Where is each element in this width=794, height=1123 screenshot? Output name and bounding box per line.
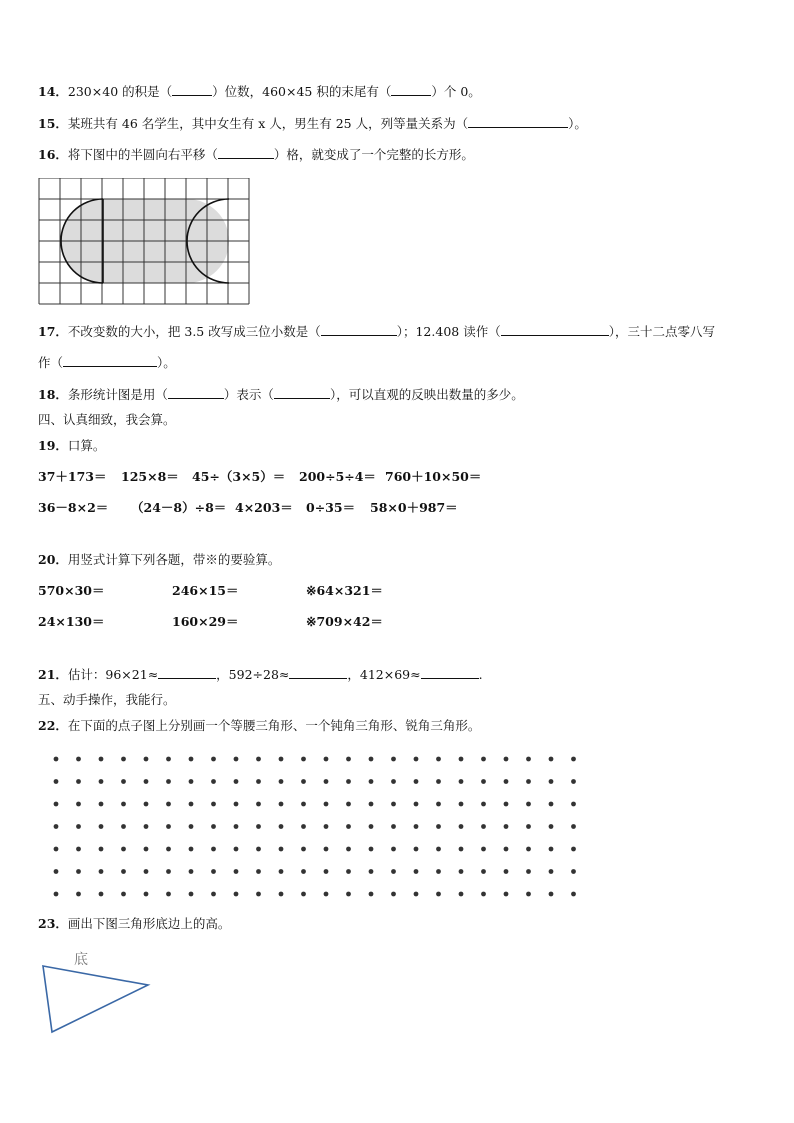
grid-dot[interactable] <box>301 757 306 762</box>
grid-dot[interactable] <box>549 802 554 807</box>
grid-dot[interactable] <box>99 824 104 829</box>
grid-dot[interactable] <box>481 757 486 762</box>
grid-dot[interactable] <box>504 869 509 874</box>
grid-dot[interactable] <box>99 779 104 784</box>
grid-dot[interactable] <box>481 802 486 807</box>
grid-dot[interactable] <box>571 802 576 807</box>
grid-dot[interactable] <box>279 757 284 762</box>
grid-dot[interactable] <box>144 869 149 874</box>
grid-dot[interactable] <box>121 802 126 807</box>
grid-dot[interactable] <box>301 824 306 829</box>
grid-dot[interactable] <box>121 892 126 897</box>
oral-calc-item: 125×8＝ <box>121 469 179 484</box>
base-label: 底 <box>74 952 88 968</box>
grid-dot[interactable] <box>436 892 441 897</box>
grid-dot[interactable] <box>504 779 509 784</box>
grid-dot[interactable] <box>166 869 171 874</box>
grid-dot[interactable] <box>301 847 306 852</box>
vertical-calc-item: ※709×42＝ <box>306 614 383 629</box>
grid-dot[interactable] <box>459 869 464 874</box>
grid-dot[interactable] <box>54 802 59 807</box>
answer-blank[interactable] <box>172 83 212 96</box>
grid-dot[interactable] <box>144 892 149 897</box>
grid-dot[interactable] <box>256 779 261 784</box>
grid-dot[interactable] <box>279 802 284 807</box>
grid-dot[interactable] <box>99 847 104 852</box>
grid-dot[interactable] <box>189 779 194 784</box>
oral-calc-item: 200÷5÷4＝ <box>299 469 376 484</box>
grid-dot[interactable] <box>279 824 284 829</box>
grid-dot[interactable] <box>166 802 171 807</box>
grid-dot[interactable] <box>436 869 441 874</box>
vertical-calc-item: 570×30＝ <box>38 583 105 598</box>
grid-dot[interactable] <box>414 824 419 829</box>
grid-dot[interactable] <box>369 847 374 852</box>
grid-dot[interactable] <box>346 847 351 852</box>
grid-dot[interactable] <box>391 802 396 807</box>
grid-dot[interactable] <box>481 869 486 874</box>
question-23: 23．画出下图三角形底边上的高。 <box>38 916 231 931</box>
question-18: 18．条形统计图是用（ ）表示（ ），可以直观的反映出数量的多少。 <box>38 387 524 402</box>
grid-dot[interactable] <box>549 869 554 874</box>
grid-dot[interactable] <box>369 869 374 874</box>
grid-dot[interactable] <box>571 892 576 897</box>
grid-dot[interactable] <box>459 779 464 784</box>
grid-dot[interactable] <box>211 802 216 807</box>
grid-dot[interactable] <box>166 892 171 897</box>
section-4-heading: 四、认真细致，我会算。 <box>38 412 176 427</box>
grid-dot[interactable] <box>391 847 396 852</box>
grid-dot[interactable] <box>324 757 329 762</box>
answer-blank[interactable] <box>158 666 216 679</box>
grid-dot[interactable] <box>324 847 329 852</box>
grid-dot[interactable] <box>481 824 486 829</box>
oral-calc-item: 0÷35＝ <box>306 500 356 515</box>
grid-dot[interactable] <box>99 757 104 762</box>
grid-dot[interactable] <box>211 779 216 784</box>
vertical-calc-item: ※64×321＝ <box>306 583 383 598</box>
grid-dot[interactable] <box>121 779 126 784</box>
grid-dot[interactable] <box>481 892 486 897</box>
grid-dot[interactable] <box>436 757 441 762</box>
grid-dot[interactable] <box>526 779 531 784</box>
grid-dot[interactable] <box>324 824 329 829</box>
grid-dot[interactable] <box>369 802 374 807</box>
question-20: 20．用竖式计算下列各题，带※的要验算。 <box>38 552 281 567</box>
grid-dot[interactable] <box>279 847 284 852</box>
oral-calc-item: 36－8×2＝ <box>38 500 109 515</box>
question-16: 16．将下图中的半圆向右平移（ ）格，就变成了一个完整的长方形。 <box>38 147 474 162</box>
grid-dot[interactable] <box>414 892 419 897</box>
grid-dot[interactable] <box>144 802 149 807</box>
answer-blank[interactable] <box>421 666 479 679</box>
answer-blank[interactable] <box>274 386 330 399</box>
grid-dot[interactable] <box>234 847 239 852</box>
grid-dot[interactable] <box>121 824 126 829</box>
grid-dot[interactable] <box>234 757 239 762</box>
grid-dot[interactable] <box>144 847 149 852</box>
grid-dot[interactable] <box>189 892 194 897</box>
grid-dot[interactable] <box>549 847 554 852</box>
grid-dot[interactable] <box>234 802 239 807</box>
grid-dot[interactable] <box>324 802 329 807</box>
grid-dot[interactable] <box>54 847 59 852</box>
grid-dot[interactable] <box>346 892 351 897</box>
grid-dot[interactable] <box>121 757 126 762</box>
grid-dot[interactable] <box>481 779 486 784</box>
answer-blank[interactable] <box>501 323 609 336</box>
grid-dot[interactable] <box>301 802 306 807</box>
grid-dot[interactable] <box>549 757 554 762</box>
grid-dot[interactable] <box>346 869 351 874</box>
grid-dot[interactable] <box>211 824 216 829</box>
grid-dot[interactable] <box>369 779 374 784</box>
triangle <box>43 966 148 1032</box>
grid-dot[interactable] <box>459 802 464 807</box>
grid-dot[interactable] <box>436 847 441 852</box>
grid-dot[interactable] <box>189 869 194 874</box>
grid-dot[interactable] <box>414 847 419 852</box>
grid-dot[interactable] <box>504 757 509 762</box>
question-22: 22．在下面的点子图上分别画一个等腰三角形、一个钝角三角形、锐角三角形。 <box>38 718 481 733</box>
answer-blank[interactable] <box>289 666 347 679</box>
grid-dot[interactable] <box>144 757 149 762</box>
grid-dot[interactable] <box>256 802 261 807</box>
shift-semicircle-grid-figure <box>38 178 252 306</box>
grid-dot[interactable] <box>346 824 351 829</box>
grid-dot[interactable] <box>234 824 239 829</box>
grid-dot[interactable] <box>504 802 509 807</box>
grid-dot[interactable] <box>526 824 531 829</box>
grid-dot[interactable] <box>211 869 216 874</box>
grid-dot[interactable] <box>369 892 374 897</box>
grid-dot[interactable] <box>391 779 396 784</box>
grid-dot[interactable] <box>76 847 81 852</box>
grid-dot[interactable] <box>54 779 59 784</box>
answer-blank[interactable] <box>391 83 431 96</box>
oral-calc-item: 45÷（3×5）＝ <box>192 469 286 484</box>
grid-dot[interactable] <box>369 824 374 829</box>
grid-dot[interactable] <box>459 824 464 829</box>
grid-dot[interactable] <box>391 824 396 829</box>
grid-dot[interactable] <box>526 847 531 852</box>
grid-dot[interactable] <box>54 757 59 762</box>
grid-dot[interactable] <box>436 824 441 829</box>
grid-dot[interactable] <box>256 824 261 829</box>
grid-dot[interactable] <box>436 802 441 807</box>
triangle-figure <box>38 948 168 1038</box>
grid-dot[interactable] <box>279 892 284 897</box>
grid-dot[interactable] <box>526 757 531 762</box>
grid-dot[interactable] <box>391 892 396 897</box>
grid-dot[interactable] <box>234 892 239 897</box>
grid-dot[interactable] <box>414 802 419 807</box>
grid-dot[interactable] <box>189 824 194 829</box>
grid-dot[interactable] <box>301 892 306 897</box>
grid-dot[interactable] <box>436 779 441 784</box>
grid-dot[interactable] <box>324 779 329 784</box>
grid-dot[interactable] <box>526 802 531 807</box>
grid-dot[interactable] <box>76 869 81 874</box>
grid-dot[interactable] <box>189 847 194 852</box>
grid-dot[interactable] <box>301 779 306 784</box>
vertical-calc-item: 24×130＝ <box>38 614 105 629</box>
grid-dot[interactable] <box>121 847 126 852</box>
question-17-cont: 作（ ）。 <box>38 355 176 370</box>
oral-calc-item: 37＋173＝ <box>38 469 107 484</box>
grid-dot[interactable] <box>54 869 59 874</box>
grid-dot[interactable] <box>76 757 81 762</box>
grid-dot[interactable] <box>99 869 104 874</box>
oral-calc-item: 4×203＝ <box>235 500 293 515</box>
grid-dot[interactable] <box>414 779 419 784</box>
grid-dot[interactable] <box>76 892 81 897</box>
grid-dot[interactable] <box>346 757 351 762</box>
question-17: 17．不改变数的大小，把 3.5 改写成三位小数是（ ）；12.408 读作（ ），三十二点零八写 <box>38 324 715 339</box>
grid-dot[interactable] <box>414 757 419 762</box>
grid-dot[interactable] <box>256 757 261 762</box>
oral-calc-item: 58×0＋987＝ <box>370 500 458 515</box>
grid-dot[interactable] <box>504 824 509 829</box>
answer-blank[interactable] <box>63 354 157 367</box>
grid-dot[interactable] <box>256 892 261 897</box>
grid-dot[interactable] <box>76 779 81 784</box>
grid-dot[interactable] <box>166 824 171 829</box>
oral-calc-item: （24－8）÷8＝ <box>131 500 227 515</box>
grid-dot[interactable] <box>211 757 216 762</box>
question-14: 14．230×40 的积是（ ）位数，460×45 积的末尾有（ ）个 0。 <box>38 84 481 99</box>
grid-dot[interactable] <box>189 802 194 807</box>
grid-dot[interactable] <box>369 757 374 762</box>
grid-dot[interactable] <box>166 779 171 784</box>
vertical-calc-item: 160×29＝ <box>172 614 239 629</box>
grid-dot[interactable] <box>54 824 59 829</box>
grid-dot[interactable] <box>256 847 261 852</box>
question-15: 15．某班共有 46 名学生，其中女生有 x 人，男生有 25 人，列等量关系为（ ）。 <box>38 116 587 131</box>
grid-dot[interactable] <box>324 869 329 874</box>
grid-dot[interactable] <box>144 779 149 784</box>
vertical-calc-item: 246×15＝ <box>172 583 239 598</box>
grid-dot[interactable] <box>211 892 216 897</box>
grid-dot[interactable] <box>391 869 396 874</box>
dot-grid[interactable] <box>46 752 586 902</box>
grid-dot[interactable] <box>166 757 171 762</box>
grid-dot[interactable] <box>549 892 554 897</box>
grid-dot[interactable] <box>121 869 126 874</box>
grid-dot[interactable] <box>54 892 59 897</box>
grid-dot[interactable] <box>526 869 531 874</box>
answer-blank[interactable] <box>468 115 568 128</box>
grid-dot[interactable] <box>76 824 81 829</box>
grid-dot[interactable] <box>549 824 554 829</box>
question-19: 19．口算。 <box>38 438 106 453</box>
grid-lines <box>39 178 249 304</box>
grid-dot[interactable] <box>301 869 306 874</box>
grid-dot[interactable] <box>279 779 284 784</box>
grid-dot[interactable] <box>459 892 464 897</box>
grid-dot[interactable] <box>99 802 104 807</box>
grid-dot[interactable] <box>346 779 351 784</box>
grid-dot[interactable] <box>571 847 576 852</box>
grid-dot[interactable] <box>571 824 576 829</box>
oral-calc-item: 760＋10×50＝ <box>385 469 482 484</box>
grid-dot[interactable] <box>279 869 284 874</box>
grid-dot[interactable] <box>189 757 194 762</box>
grid-dot[interactable] <box>549 779 554 784</box>
grid-dot[interactable] <box>391 757 396 762</box>
grid-dot[interactable] <box>234 869 239 874</box>
grid-dot[interactable] <box>346 802 351 807</box>
grid-dot[interactable] <box>526 892 531 897</box>
grid-dot[interactable] <box>504 892 509 897</box>
grid-dot[interactable] <box>504 847 509 852</box>
grid-dot[interactable] <box>459 847 464 852</box>
grid-dot[interactable] <box>459 757 464 762</box>
answer-blank[interactable] <box>321 323 397 336</box>
grid-dot[interactable] <box>481 847 486 852</box>
answer-blank[interactable] <box>218 146 274 159</box>
grid-dot[interactable] <box>211 847 216 852</box>
grid-dot[interactable] <box>234 779 239 784</box>
grid-dot[interactable] <box>256 869 261 874</box>
grid-dot[interactable] <box>571 869 576 874</box>
grid-dot[interactable] <box>166 847 171 852</box>
grid-dot[interactable] <box>76 802 81 807</box>
grid-dot[interactable] <box>571 757 576 762</box>
grid-dot[interactable] <box>99 892 104 897</box>
question-21: 21．估计：96×21≈ ，592÷28≈ ，412×69≈ . <box>38 667 483 682</box>
grid-dot[interactable] <box>324 892 329 897</box>
grid-dot[interactable] <box>414 869 419 874</box>
grid-dot[interactable] <box>144 824 149 829</box>
section-5-heading: 五、动手操作，我能行。 <box>38 692 176 707</box>
grid-dot[interactable] <box>571 779 576 784</box>
answer-blank[interactable] <box>168 386 224 399</box>
